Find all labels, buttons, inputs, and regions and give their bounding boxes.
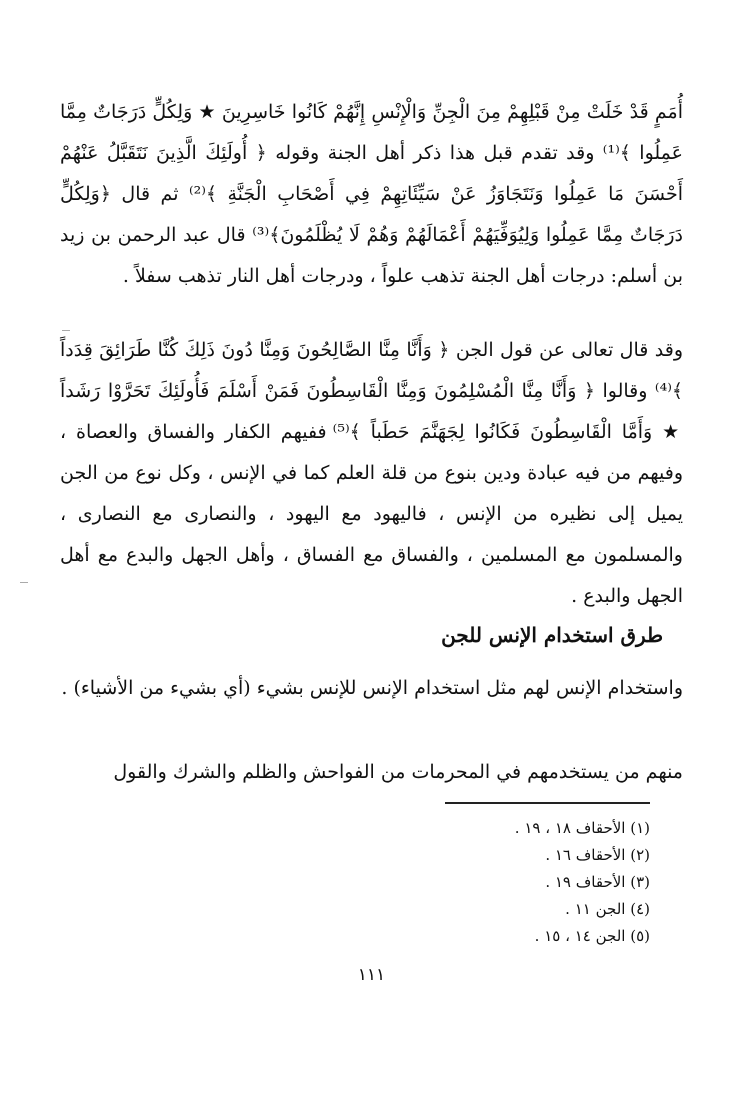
- margin-mark: [20, 582, 28, 583]
- page-number: ١١١: [357, 965, 386, 985]
- paragraph-3: واستخدام الإنس لهم مثل استخدام الإنس للإنس بشيء (أي بشيء من الأشياء) .: [61, 677, 683, 699]
- section-heading: طرق استخدام الإنس للجن: [441, 623, 663, 647]
- footnote-1: (١) الأحقاف ١٨ ، ١٩ .: [514, 819, 650, 837]
- margin-mark: [62, 330, 70, 331]
- paragraph-2: وقد قال تعالى عن قول الجن ﴿ وَأَنَّا مِنَّا الصَّالِحُونَ وَمِنَّا دُونَ ذَلِكَ كُنَّا طَرَائِقَ قِدَداً ﴾⁽⁴⁾ وقالوا ﴿ وَأَنَّا مِنَّا الْمُسْلِمُونَ وَمِنَّا الْقَاسِطُونَ فَمَنْ أَسْلَمَ فَأُولَئِكَ تَحَرَّوْا رَشَداً ★ وَأَمَّا الْقَاسِطُونَ فَكَانُوا لِجَهَنَّمَ حَطَباً ﴾⁽⁵⁾ ففيهم الكفار والفساق والعصاة ، وفيهم من فيه عبادة ودين بنوع من قلة العلم كما في الإنس ، وكل نوع من الجن يميل إلى نظيره من الإنس ، فاليهود مع اليهود ، والنصارى مع النصارى ، والمسلمون مع المسلمين ، والفساق مع الفساق ، وأهل الجهل والبدع مع أهل الجهل والبدع .: [60, 339, 683, 607]
- paragraph-1: أُمَمٍ قَدْ خَلَتْ مِنْ قَبْلِهِمْ مِنَ الْجِنِّ وَالْإِنْسِ إِنَّهُمْ كَانُوا خَاسِرِينَ ★ وَلِكُلٍّ دَرَجَاتٌ مِمَّا عَمِلُوا ﴾⁽¹⁾ وقد تقدم قبل هذا ذكر أهل الجنة وقوله ﴿ أُولَئِكَ الَّذِينَ نَتَقَبَّلُ عَنْهُمْ أَحْسَنَ مَا عَمِلُوا وَنَتَجَاوَزُ عَنْ سَيِّئَاتِهِمْ فِي أَصْحَابِ الْجَنَّةِ ﴾⁽²⁾ ثم قال ﴿وَلِكُلٍّ دَرَجَاتٌ مِمَّا عَمِلُوا وَلِيُوَفِّيَهُمْ أَعْمَالَهُمْ وَهُمْ لَا يُظْلَمُونَ﴾⁽³⁾ قال عبد الرحمن بن زيد بن أسلم: درجات أهل الجنة تذهب علواً ، ودرجات أهل النار تذهب سفلاً .: [60, 101, 683, 287]
- footnote-divider: [445, 802, 650, 804]
- footnote-4: (٤) الجن ١١ .: [565, 900, 650, 918]
- footnote-2: (٢) الأحقاف ١٦ .: [545, 846, 650, 864]
- paragraph-4: منهم من يستخدمهم في المحرمات من الفواحش والظلم والشرك والقول: [113, 761, 683, 783]
- footnote-3: (٣) الأحقاف ١٩ .: [545, 873, 650, 891]
- footnote-5: (٥) الجن ١٤ ، ١٥ .: [534, 927, 650, 945]
- footnotes-list: [515, 815, 650, 950]
